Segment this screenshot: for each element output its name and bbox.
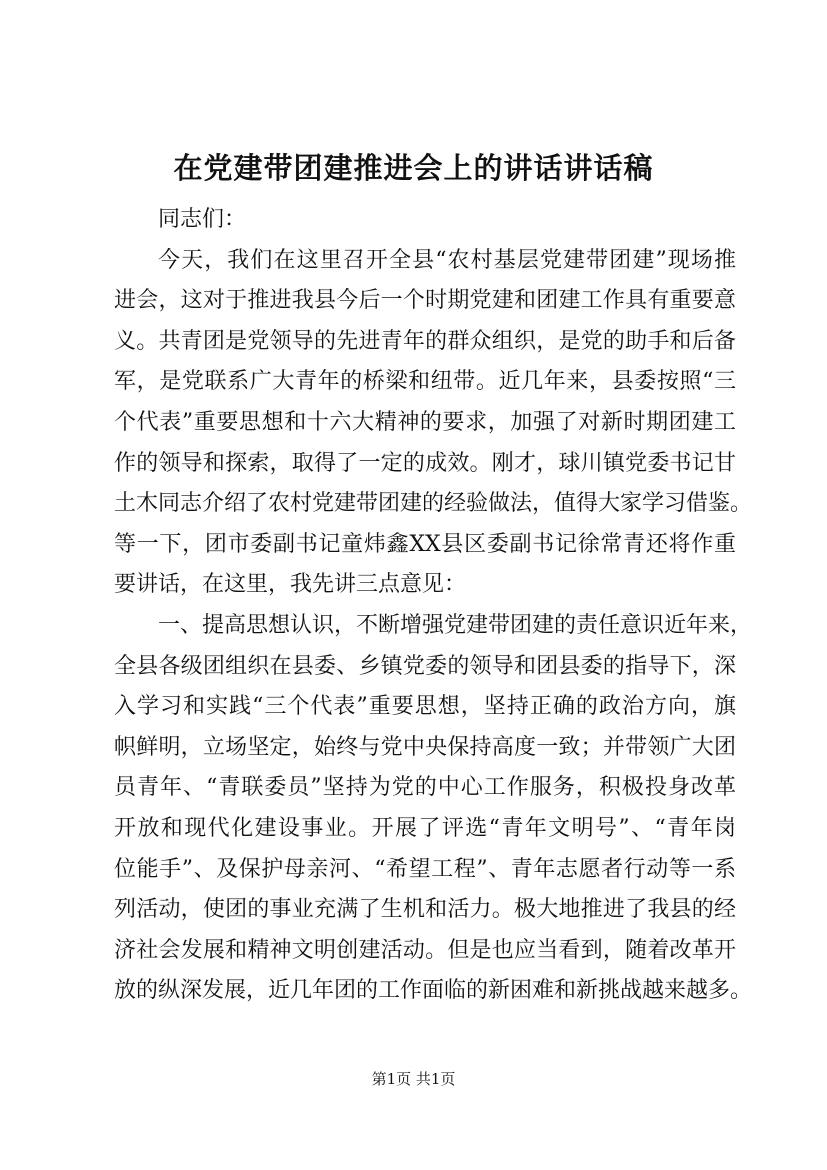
paragraph-line: 济社会发展和精神文明创建活动。但是也应当看到，随着改革开 <box>114 937 736 963</box>
page-number-footer: 第1页 共1页 <box>371 1070 456 1088</box>
document-title: 在党建带团建推进会上的讲话讲话稿 <box>173 151 654 185</box>
paragraph-line: 放的纵深发展，近几年团的工作面临的新困难和新挑战越来越多。 <box>114 978 753 1004</box>
paragraph-line: 一、提高思想认识，不断增强党建带团建的责任意识近年来， <box>158 612 753 638</box>
paragraph-line: 开放和现代化建设事业。开展了评选“青年文明号”、“青年岗 <box>114 815 736 841</box>
paragraph-line: 今天，我们在这里召开全县“农村基层党建带团建”现场推 <box>158 247 736 273</box>
paragraph-line: 位能手”、及保护母亲河、“希望工程”、青年志愿者行动等一系 <box>114 856 736 882</box>
paragraph-line: 进会，这对于推进我县今后一个时期党建和团建工作具有重要意 <box>114 288 736 314</box>
paragraph-line: 个代表”重要思想和十六大精神的要求，加强了对新时期团建工 <box>114 409 736 435</box>
paragraph-line: 全县各级团组织在县委、乡镇党委的领导和团县委的指导下，深 <box>114 653 736 679</box>
paragraph-line: 军，是党联系广大青年的桥梁和纽带。近几年来，县委按照“三 <box>114 369 736 395</box>
document-body <box>114 200 753 1012</box>
paragraph-line: 入学习和实践“三个代表”重要思想，坚持正确的政治方向，旗 <box>114 694 736 720</box>
paragraph-line: 义。共青团是党领导的先进青年的群众组织，是党的助手和后备 <box>114 328 736 354</box>
paragraph-line: 要讲话，在这里，我先讲三点意见： <box>114 572 467 598</box>
paragraph-line: 土木同志介绍了农村党建带团建的经验做法，值得大家学习借鉴。 <box>114 491 753 517</box>
paragraph-line: 列活动，使团的事业充满了生机和活力。极大地推进了我县的经 <box>114 897 736 923</box>
paragraph-line: 作的领导和探索，取得了一定的成效。刚才，球川镇党委书记甘 <box>114 450 736 476</box>
paragraph-line: 等一下，团市委副书记童炜鑫XX县区委副书记徐常青还将作重 <box>114 531 736 557</box>
paragraph-line: 员青年、“青联委员”坚持为党的中心工作服务，积极投身改革 <box>114 775 736 801</box>
paragraph-line: 帜鲜明，立场坚定，始终与党中央保持高度一致；并带领广大团 <box>114 734 736 760</box>
salutation-line: 同志们： <box>158 207 247 232</box>
